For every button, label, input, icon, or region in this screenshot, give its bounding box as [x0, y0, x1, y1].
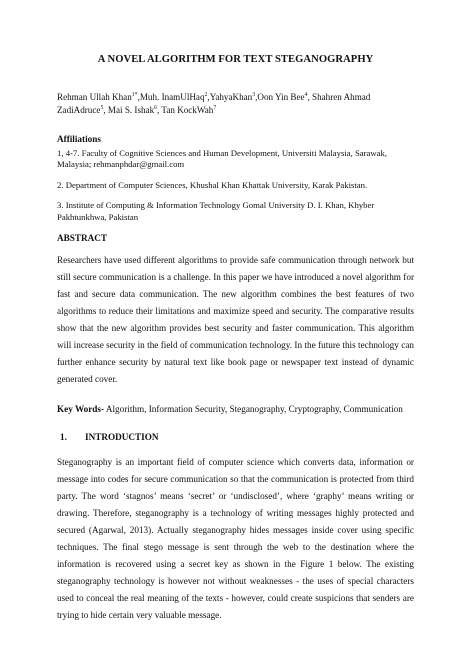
author-name-text: Rehman Ullah Khan — [57, 91, 132, 102]
keywords-text: Algorithm, Information Security, Steganography, Cryptography, Communication — [104, 404, 403, 415]
introduction-text: Steganography is an important field of computer science which converts data, information or message into codes for secure communication so that the communication is protected from third party. The word ‘stagnos’ means ‘secret’ or ‘undisclosed’, where ‘graphy’ means writing or drawing. Therefore, steganography is a technology of writing messages highly protected and secured (Agarwal, 2013). Actually steganography hides messages inside cover using specific techniques. The final stego message is sent through the web to the destination where the information is recovered using a secret key as shown in the Figure 1 below. The existing steganography technology is however not without weaknesses - the uses of special characters used to conceal the real meaning of the texts - however, could create suspicions that senders are trying to hide certain very valuable message. — [57, 457, 414, 621]
author-name — [257, 92, 312, 102]
author-separator: , — [207, 91, 210, 102]
author-separator: , — [157, 104, 162, 115]
author-name-text: Shahren Ahmad ZadiAdruce — [57, 91, 371, 115]
section-title: INTRODUCTION — [85, 432, 159, 443]
author-affiliation-marker: 1* — [131, 91, 138, 98]
author-name — [161, 105, 216, 115]
affiliations-heading: Affiliations — [57, 133, 101, 144]
author-affiliation-marker: 2 — [204, 91, 208, 98]
author-separator: , — [255, 91, 258, 102]
affiliation-list — [57, 148, 414, 224]
author-affiliation-marker: 4 — [304, 91, 308, 98]
author-affiliation-marker: 7 — [213, 104, 217, 111]
affiliation-item: 3. Institute of Computing & Information Technology Gomal University D. I. Khan, Khyber Pakhtunkhwa, Pakistan — [57, 200, 375, 222]
author-separator: , — [307, 91, 313, 102]
author-list — [57, 91, 414, 117]
author-separator: , — [103, 104, 108, 115]
author-name-text: Muh. InamUlHaq — [139, 91, 205, 102]
author-name — [137, 91, 210, 102]
abstract-text: Researchers have used different algorithms to provide safe communication through network but still secure communication is a challenge. In this paper we have introduced a novel algorithm for fast and secure data communication. The new algorithm combines the best features of two algorithms to reduce their limitations and maximize speed and security. The comparative results show that the new algorithm provides best security and faster communication. This algorithm will increase security in the field of communication technology. In the future this technology can further enhance security by natural text like book page or newspaper text instead of dynamic generated cover. — [57, 255, 414, 385]
keywords-line — [57, 403, 414, 415]
paper-title: A NOVEL ALGORITHM FOR TEXT STEGANOGRAPHY — [97, 54, 374, 65]
section-number: 1. — [60, 432, 67, 443]
author-name — [108, 105, 162, 115]
abstract-heading: ABSTRACT — [57, 233, 108, 244]
author-affiliation-marker: 5 — [100, 104, 104, 111]
author-affiliation-marker: 6 — [154, 104, 158, 111]
author-name-text: YahyaKhan — [209, 91, 253, 102]
introduction-heading — [57, 431, 414, 443]
affiliation-item: 2. Department of Computer Sciences, Khushal Khan Khattak University, Karak Pakistan. — [57, 179, 368, 190]
author-name-text: Tan KockWah — [161, 104, 214, 115]
author-name — [210, 92, 258, 102]
author-name-text: Oon Yin Bee — [257, 91, 305, 102]
author-name — [57, 92, 140, 102]
author-name-text: Mai S. Ishak — [107, 104, 155, 115]
keywords-label: Key Words- — [57, 404, 105, 415]
author-affiliation-marker: 3 — [252, 91, 256, 98]
author-separator: , — [137, 91, 140, 102]
affiliation-item: 1, 4-7. Faculty of Cognitive Sciences and Human Development, Universiti Malaysia, Sarawak, Malaysia; rehmanphdar@gmail.com — [57, 147, 388, 170]
